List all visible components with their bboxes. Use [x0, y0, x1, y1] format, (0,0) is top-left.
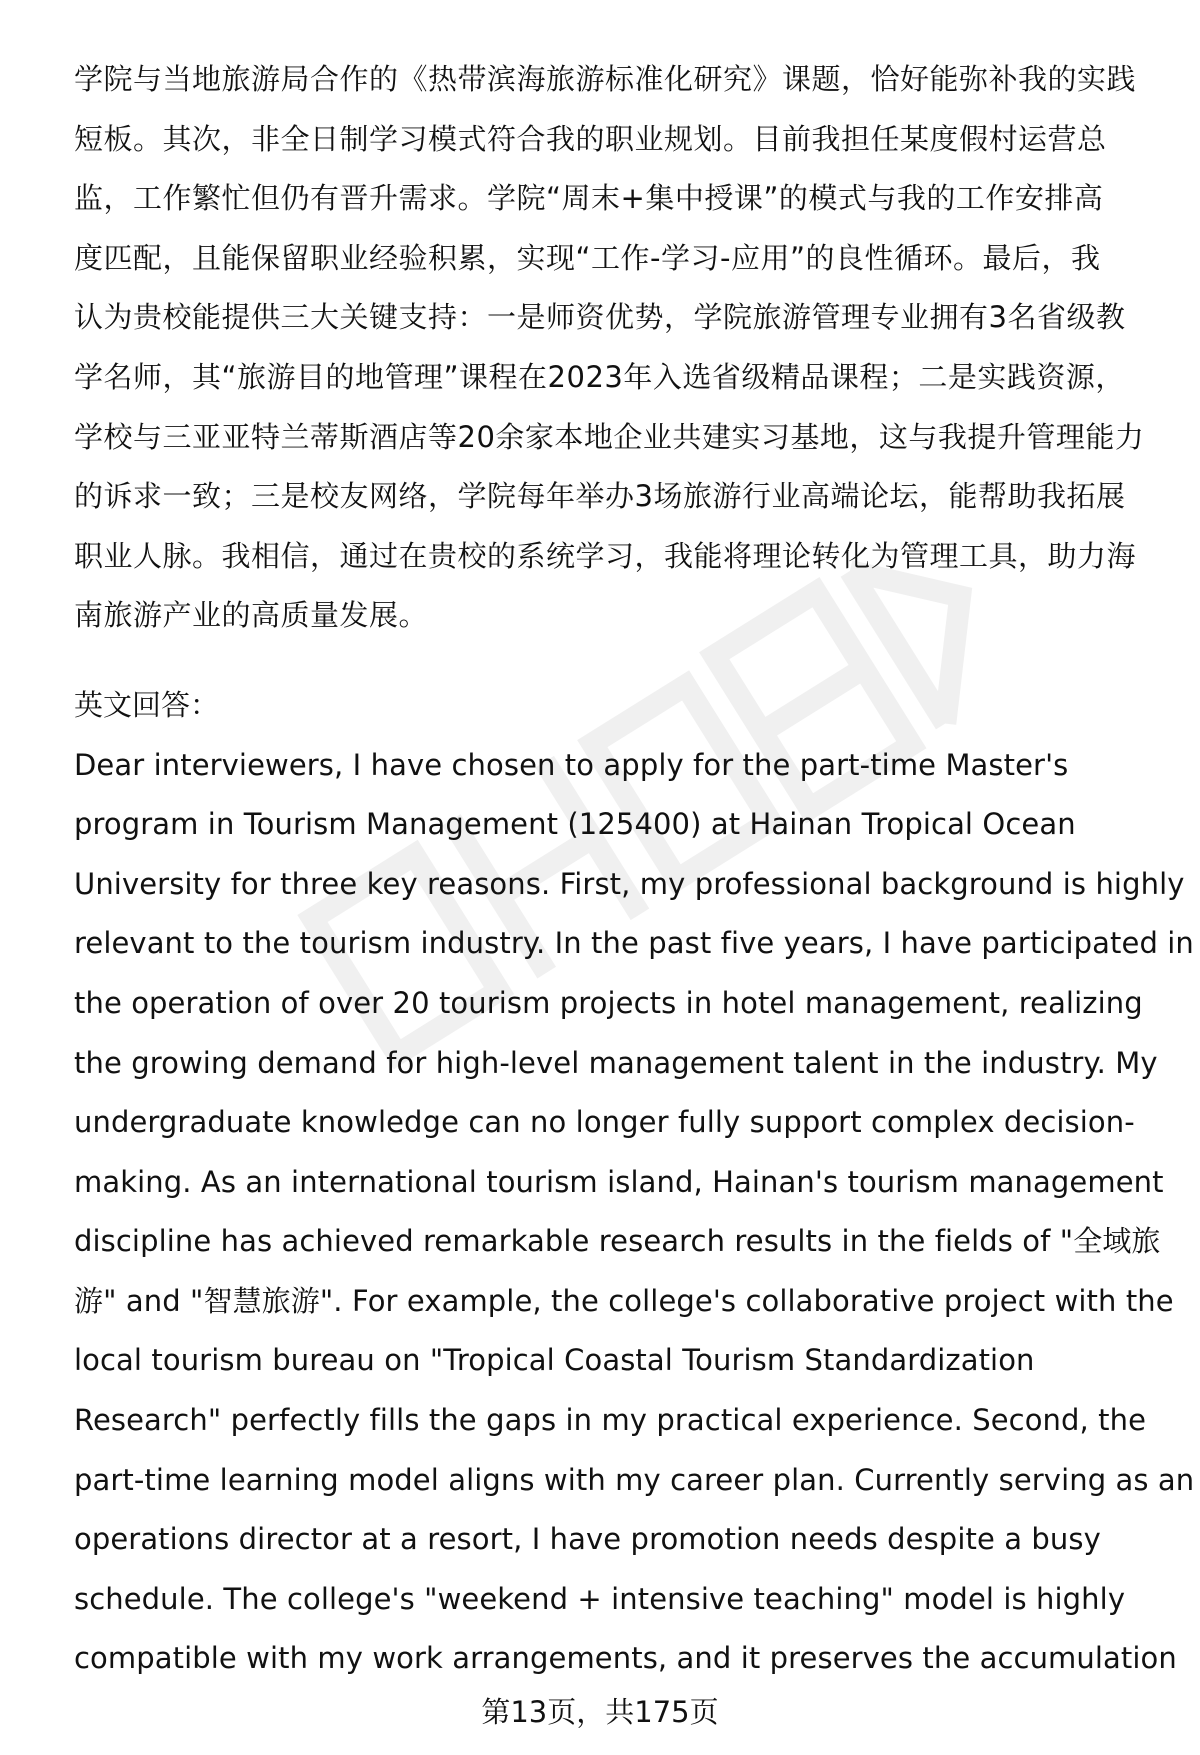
page-number-footer: 第13页，共175页	[481, 1695, 719, 1729]
chinese-paragraph-line: 度匹配，且能保留职业经验积累，实现“工作-学习-应用”的良性循环。最后，我	[74, 240, 1101, 275]
english-paragraph-line: local tourism bureau on "Tropical Coastal Tourism Standardization	[74, 1343, 1035, 1378]
chinese-paragraph-line: 南旅游产业的高质量发展。	[74, 598, 429, 633]
english-paragraph-line: the operation of over 20 tourism projects in hotel management, realizing	[74, 985, 1143, 1020]
chinese-paragraph-line: 学校与三亚亚特兰蒂斯酒店等20余家本地企业共建实习基地，这与我提升管理能力	[74, 419, 1145, 454]
english-paragraph-line: schedule. The college's "weekend + intensive teaching" model is highly	[74, 1581, 1126, 1616]
chinese-paragraph-line: 的诉求一致；三是校友网络，学院每年举办3场旅游行业高端论坛，能帮助我拓展	[74, 479, 1126, 514]
chinese-paragraph-line: 认为贵校能提供三大关键支持：一是师资优势，学院旅游管理专业拥有3名省级教	[74, 300, 1126, 335]
english-paragraph-line: discipline has achieved remarkable research results in the fields of "全域旅	[74, 1224, 1161, 1259]
english-paragraph-line: making. As an international tourism island, Hainan's tourism management	[74, 1164, 1164, 1199]
english-paragraph-line: the growing demand for high-level management talent in the industry. My	[74, 1045, 1158, 1080]
chinese-paragraph-line: 学名师，其“旅游目的地管理”课程在2023年入选省级精品课程；二是实践资源，	[74, 359, 1125, 394]
english-paragraph-line: Dear interviewers, I have chosen to apply for the part-time Master's	[74, 747, 1069, 782]
paragraph-spacer	[74, 646, 1154, 676]
english-paragraph-line: program in Tourism Management (125400) at Hainan Tropical Ocean	[74, 807, 1076, 842]
english-answer-label: 英文回答：	[74, 687, 220, 722]
english-paragraph-line: relevant to the tourism industry. In the past five years, I have participated in	[74, 926, 1194, 961]
english-paragraph-line: undergraduate knowledge can no longer fully support complex decision-	[74, 1105, 1135, 1140]
chinese-paragraph-line: 监，工作繁忙但仍有晋升需求。学院“周末+集中授课”的模式与我的工作安排高	[74, 181, 1104, 216]
chinese-paragraph-line: 学院与当地旅游局合作的《热带滨海旅游标准化研究》课题，恰好能弥补我的实践	[74, 62, 1137, 96]
english-paragraph-line: compatible with my work arrangements, and it preserves the accumulation	[74, 1641, 1177, 1676]
english-paragraph-line: operations director at a resort, I have promotion needs despite a busy	[74, 1522, 1101, 1557]
english-paragraph-line: 游" and "智慧旅游". For example, the college's collaborative project with the	[74, 1283, 1174, 1318]
chinese-paragraph-line: 职业人脉。我相信，通过在贵校的系统学习，我能将理论转化为管理工具，助力海	[74, 538, 1137, 573]
chinese-paragraph-line: 短板。其次，非全日制学习模式符合我的职业规划。目前我担任某度假村运营总	[74, 121, 1107, 156]
document-body	[74, 50, 1195, 1689]
english-paragraph-line: Research" perfectly fills the gaps in my practical experience. Second, the	[74, 1403, 1147, 1438]
english-paragraph-line: part-time learning model aligns with my career plan. Currently serving as an	[74, 1462, 1195, 1497]
english-paragraph-line: University for three key reasons. First, my professional background is highly	[74, 866, 1185, 901]
